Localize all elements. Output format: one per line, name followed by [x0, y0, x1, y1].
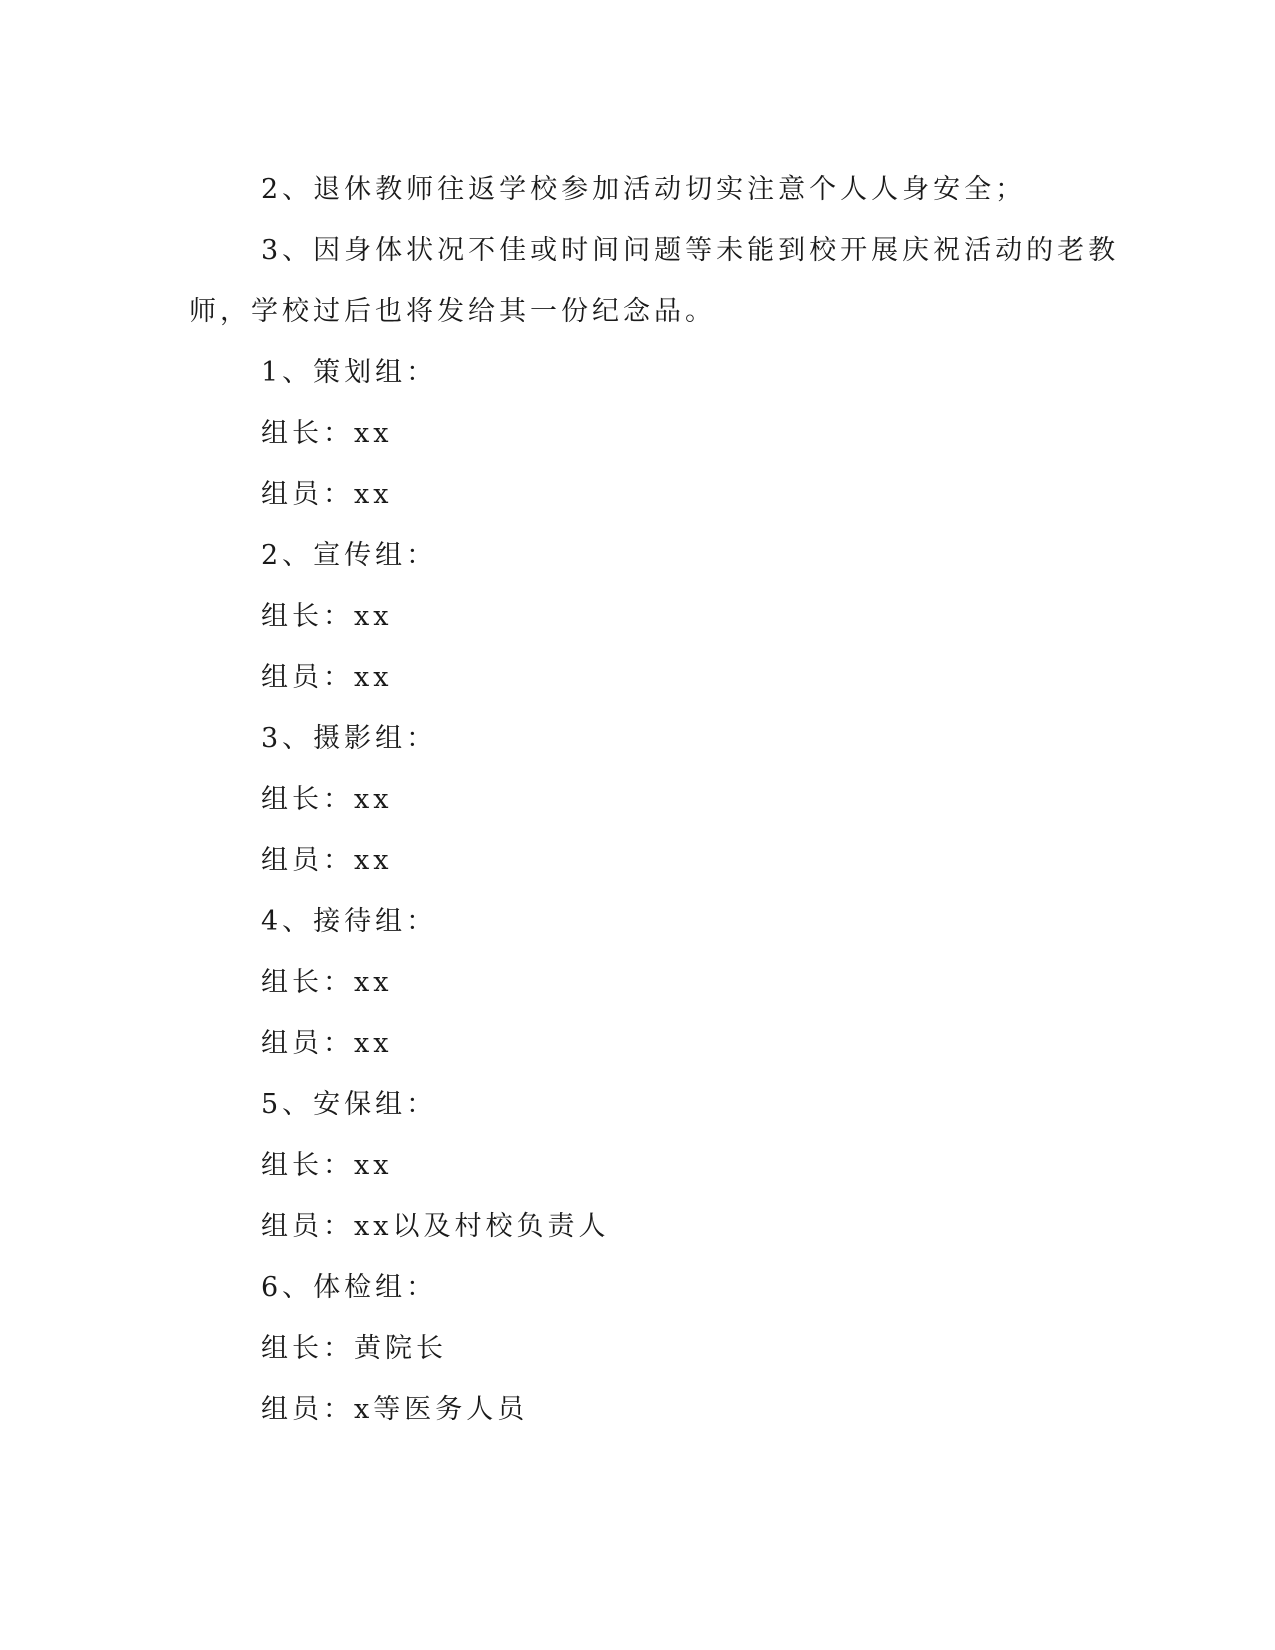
group-leader: 组长：xx: [261, 784, 393, 815]
group-heading-photography: 3、摄影组：: [261, 723, 438, 754]
group-leader: 组长：xx: [261, 1150, 393, 1181]
group-leader: 组长：xx: [261, 967, 393, 998]
group-heading-planning: 1、策划组：: [261, 357, 438, 388]
notice-item-3: 3、因身体状况不佳或时间问题等未能到校开展庆祝活动的老教: [261, 235, 1120, 266]
group-members: 组员：xx: [261, 1028, 393, 1059]
group-heading-medical: 6、体检组：: [261, 1272, 438, 1303]
group-leader: 组长：黄院长: [261, 1333, 447, 1364]
group-heading-reception: 4、接待组：: [261, 906, 438, 937]
group-heading-security: 5、安保组：: [261, 1089, 438, 1120]
group-members: 组员：xx: [261, 662, 393, 693]
notice-item-2: 2、退休教师往返学校参加活动切实注意个人人身安全；: [261, 174, 1027, 205]
group-members: 组员：xx: [261, 845, 393, 876]
group-members: 组员：xx: [261, 479, 393, 510]
group-members: 组员：x等医务人员: [261, 1394, 529, 1425]
group-leader: 组长：xx: [261, 601, 393, 632]
group-heading-publicity: 2、宣传组：: [261, 540, 438, 571]
group-members: 组员：xx以及村校负责人: [261, 1211, 610, 1242]
group-leader: 组长：xx: [261, 418, 393, 449]
notice-item-3-continued: 师，学校过后也将发给其一份纪念品。: [189, 296, 716, 327]
